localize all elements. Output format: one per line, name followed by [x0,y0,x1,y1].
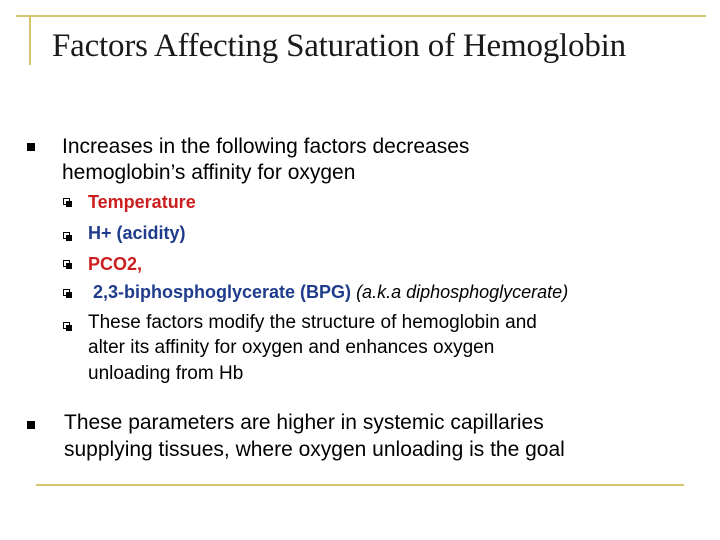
modify-line-1: These factors modify the structure of hemoglobin and [88,312,537,333]
bullet-square-icon [27,421,35,429]
bullet-1-line-1: Increases in the following factors decreases [62,135,470,158]
bullet-2-line-2: supplying tissues, where oxygen unloading is the goal [64,438,565,461]
slide-title: Factors Affecting Saturation of Hemoglobin [52,28,626,64]
bullet-2-line-1: These parameters are higher in systemic capillaries [64,411,544,434]
factor-acidity: H+ (acidity) [88,223,186,243]
bpg-name: 2,3-biphosphoglycerate (BPG) [93,282,352,302]
modify-line-2: alter its affinity for oxygen and enhances oxygen [88,337,495,358]
sub-bullet-box-icon [63,232,70,239]
bullet-1-line-2: hemoglobin’s affinity for oxygen [62,161,356,184]
modify-line-3: unloading from Hb [88,363,244,384]
sub-bullet-box-icon [63,260,70,267]
sub-bullet-box-icon [63,322,70,329]
bullet-square-icon [27,143,35,151]
title-top-rule [16,15,706,17]
title-left-rule [29,15,31,65]
factor-temperature: Temperature [88,192,196,212]
factor-bpg [93,280,568,304]
bpg-aka: (a.k.a diphosphoglycerate) [356,282,569,302]
footer-rule [36,484,684,486]
factor-pco2: PCO2, [88,254,143,274]
sub-bullet-box-icon [63,198,70,205]
sub-bullet-box-icon [63,289,70,296]
